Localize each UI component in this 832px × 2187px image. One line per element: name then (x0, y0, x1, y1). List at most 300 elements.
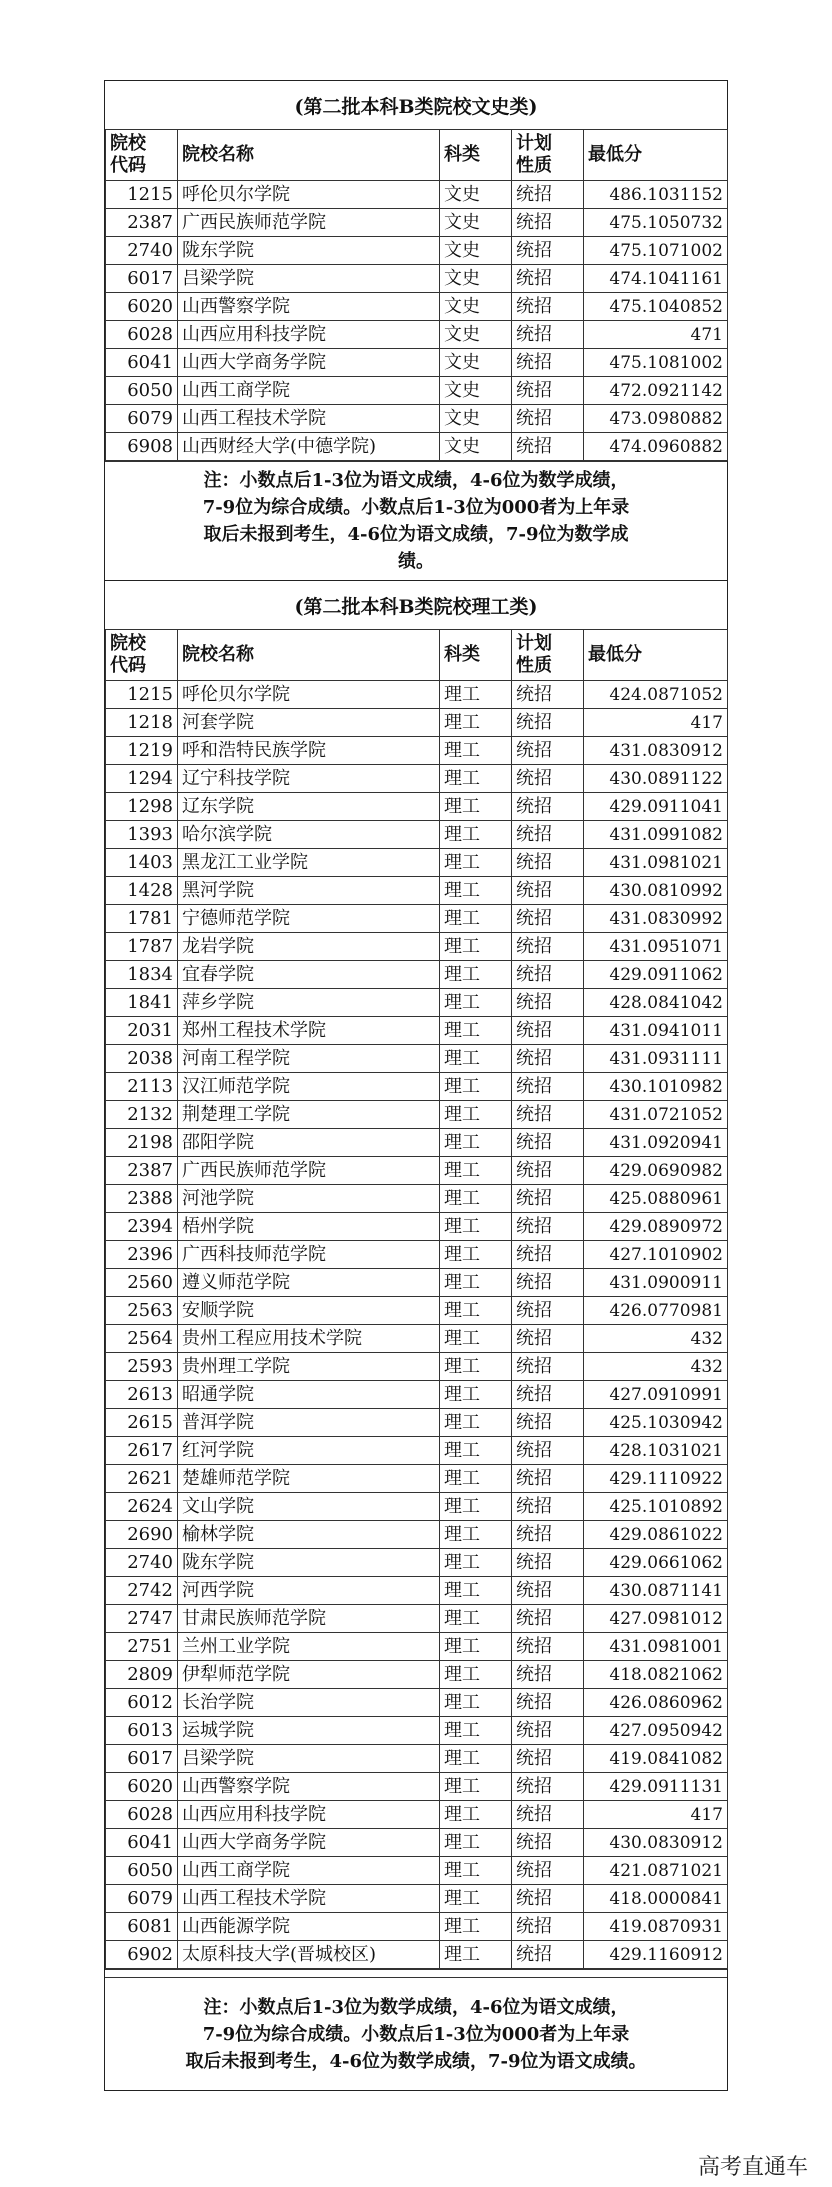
school-name-cell: 陇东学院 (178, 1549, 440, 1577)
table-row (106, 1661, 728, 1689)
category-cell: 理工 (440, 1717, 512, 1745)
section1-table (105, 129, 728, 461)
category-cell: 理工 (440, 1913, 512, 1941)
header-school-name: 院校名称 (178, 630, 440, 681)
school-name-cell: 呼伦贝尔学院 (178, 681, 440, 709)
category-cell: 理工 (440, 1353, 512, 1381)
min-score-cell: 474.1041161 (584, 265, 728, 293)
school-name-cell: 安顺学院 (178, 1297, 440, 1325)
table-row (106, 1549, 728, 1577)
section1-header-row (106, 130, 728, 181)
category-cell: 理工 (440, 1017, 512, 1045)
school-code-cell: 2809 (106, 1661, 178, 1689)
category-cell: 理工 (440, 1185, 512, 1213)
header-plan-type: 计划 性质 (512, 130, 584, 181)
category-cell: 理工 (440, 681, 512, 709)
min-score-cell: 431.0981021 (584, 849, 728, 877)
table-row (106, 793, 728, 821)
school-name-cell: 山西应用科技学院 (178, 321, 440, 349)
min-score-cell: 429.0911062 (584, 961, 728, 989)
min-score-cell: 431.0721052 (584, 1101, 728, 1129)
min-score-cell: 430.0830912 (584, 1829, 728, 1857)
school-name-cell: 萍乡学院 (178, 989, 440, 1017)
header-school-code: 院校 代码 (106, 630, 178, 681)
table-gap (105, 1969, 727, 1977)
table-row (106, 1773, 728, 1801)
school-code-cell: 2387 (106, 1157, 178, 1185)
school-name-cell: 贵州工程应用技术学院 (178, 1325, 440, 1353)
plan-type-cell: 统招 (512, 989, 584, 1017)
table-row (106, 1073, 728, 1101)
min-score-cell: 417 (584, 709, 728, 737)
watermark-logo: 高考直通车 (697, 2155, 808, 2180)
min-score-cell: 472.0921142 (584, 377, 728, 405)
min-score-cell: 430.0810992 (584, 877, 728, 905)
school-name-cell: 梧州学院 (178, 1213, 440, 1241)
min-score-cell: 431.0941011 (584, 1017, 728, 1045)
category-cell: 理工 (440, 1101, 512, 1129)
section2-title: (第二批本科B类院校理工类) (105, 580, 727, 629)
school-code-cell: 2563 (106, 1297, 178, 1325)
section1-note (105, 461, 727, 580)
min-score-cell: 427.0910991 (584, 1381, 728, 1409)
note-line: 取后未报到考生，4-6位为语文成绩，7-9位为数学成 (203, 524, 629, 545)
school-name-cell: 山西财经大学(中德学院) (178, 433, 440, 461)
category-cell: 理工 (440, 1773, 512, 1801)
category-cell: 理工 (440, 1829, 512, 1857)
min-score-cell: 431.0991082 (584, 821, 728, 849)
school-code-cell: 6079 (106, 405, 178, 433)
plan-type-cell: 统招 (512, 737, 584, 765)
table-row (106, 1577, 728, 1605)
school-code-cell: 2387 (106, 209, 178, 237)
header-min-score: 最低分 (584, 130, 728, 181)
school-code-cell: 2617 (106, 1437, 178, 1465)
table-row (106, 989, 728, 1017)
school-name-cell: 山西应用科技学院 (178, 1801, 440, 1829)
min-score-cell: 432 (584, 1325, 728, 1353)
category-cell: 理工 (440, 1549, 512, 1577)
min-score-cell: 430.1010982 (584, 1073, 728, 1101)
school-code-cell: 6020 (106, 1773, 178, 1801)
table-row (106, 1213, 728, 1241)
school-name-cell: 宁德师范学院 (178, 905, 440, 933)
category-cell: 理工 (440, 1381, 512, 1409)
table-row (106, 1465, 728, 1493)
plan-type-cell: 统招 (512, 961, 584, 989)
table-row (106, 1129, 728, 1157)
min-score-cell: 429.0890972 (584, 1213, 728, 1241)
category-cell: 文史 (440, 293, 512, 321)
table-row (106, 1269, 728, 1297)
school-code-cell: 1294 (106, 765, 178, 793)
min-score-cell: 425.1030942 (584, 1409, 728, 1437)
school-code-cell: 6017 (106, 265, 178, 293)
note-line: 7-9位为综合成绩。小数点后1-3位为000者为上年录 (202, 497, 630, 518)
plan-type-cell: 统招 (512, 237, 584, 265)
school-name-cell: 山西工商学院 (178, 1857, 440, 1885)
school-name-cell: 宜春学院 (178, 961, 440, 989)
min-score-cell: 430.0891122 (584, 765, 728, 793)
school-name-cell: 遵义师范学院 (178, 1269, 440, 1297)
min-score-cell: 419.0841082 (584, 1745, 728, 1773)
school-name-cell: 楚雄师范学院 (178, 1465, 440, 1493)
school-code-cell: 1841 (106, 989, 178, 1017)
table-row (106, 1241, 728, 1269)
school-code-cell: 2198 (106, 1129, 178, 1157)
category-cell: 文史 (440, 181, 512, 209)
school-code-cell: 2564 (106, 1325, 178, 1353)
min-score-cell: 417 (584, 1801, 728, 1829)
category-cell: 文史 (440, 209, 512, 237)
table-row (106, 1297, 728, 1325)
plan-type-cell: 统招 (512, 1605, 584, 1633)
plan-type-cell: 统招 (512, 1885, 584, 1913)
category-cell: 理工 (440, 1073, 512, 1101)
min-score-cell: 475.1071002 (584, 237, 728, 265)
category-cell: 理工 (440, 1941, 512, 1969)
school-code-cell: 2396 (106, 1241, 178, 1269)
school-name-cell: 荆楚理工学院 (178, 1101, 440, 1129)
plan-type-cell: 统招 (512, 1801, 584, 1829)
category-cell: 理工 (440, 1325, 512, 1353)
header-category: 科类 (440, 130, 512, 181)
school-code-cell: 6020 (106, 293, 178, 321)
school-name-cell: 山西大学商务学院 (178, 349, 440, 377)
min-score-cell: 429.0690982 (584, 1157, 728, 1185)
table-row (106, 1017, 728, 1045)
school-code-cell: 2740 (106, 1549, 178, 1577)
header-min-score: 最低分 (584, 630, 728, 681)
school-code-cell: 2560 (106, 1269, 178, 1297)
table-row (106, 1801, 728, 1829)
plan-type-cell: 统招 (512, 1913, 584, 1941)
plan-type-cell: 统招 (512, 433, 584, 461)
plan-type-cell: 统招 (512, 1773, 584, 1801)
school-code-cell: 2740 (106, 237, 178, 265)
plan-type-cell: 统招 (512, 877, 584, 905)
category-cell: 理工 (440, 905, 512, 933)
table-row (106, 265, 728, 293)
min-score-cell: 474.0960882 (584, 433, 728, 461)
school-code-cell: 2593 (106, 1353, 178, 1381)
min-score-cell: 427.0981012 (584, 1605, 728, 1633)
plan-type-cell: 统招 (512, 377, 584, 405)
school-code-cell: 1219 (106, 737, 178, 765)
plan-type-cell: 统招 (512, 1717, 584, 1745)
min-score-cell: 428.1031021 (584, 1437, 728, 1465)
table-row (106, 1829, 728, 1857)
category-cell: 理工 (440, 1521, 512, 1549)
header-category: 科类 (440, 630, 512, 681)
school-code-cell: 2132 (106, 1101, 178, 1129)
table-row (106, 961, 728, 989)
school-code-cell: 2038 (106, 1045, 178, 1073)
school-name-cell: 河南工程学院 (178, 1045, 440, 1073)
school-code-cell: 6079 (106, 1885, 178, 1913)
plan-type-cell: 统招 (512, 1661, 584, 1689)
school-code-cell: 6050 (106, 1857, 178, 1885)
plan-type-cell: 统招 (512, 1941, 584, 1969)
school-code-cell: 1218 (106, 709, 178, 737)
min-score-cell: 424.0871052 (584, 681, 728, 709)
plan-type-cell: 统招 (512, 849, 584, 877)
school-name-cell: 文山学院 (178, 1493, 440, 1521)
plan-type-cell: 统招 (512, 1017, 584, 1045)
min-score-cell: 428.0841042 (584, 989, 728, 1017)
section1-rows (106, 181, 728, 461)
min-score-cell: 431.0920941 (584, 1129, 728, 1157)
category-cell: 文史 (440, 377, 512, 405)
school-code-cell: 6028 (106, 1801, 178, 1829)
header-plan-type: 计划 性质 (512, 630, 584, 681)
category-cell: 理工 (440, 849, 512, 877)
table-row (106, 1409, 728, 1437)
table-row (106, 209, 728, 237)
min-score-cell: 486.1031152 (584, 181, 728, 209)
table-row (106, 1437, 728, 1465)
note-line: 注：小数点后1-3位为语文成绩，4-6位为数学成绩， (203, 470, 629, 491)
school-name-cell: 普洱学院 (178, 1409, 440, 1437)
plan-type-cell: 统招 (512, 1409, 584, 1437)
table-row (106, 1381, 728, 1409)
table-row (106, 1913, 728, 1941)
school-name-cell: 甘肃民族师范学院 (178, 1605, 440, 1633)
plan-type-cell: 统招 (512, 1185, 584, 1213)
table-row (106, 1745, 728, 1773)
note-line: 7-9位为综合成绩。小数点后1-3位为000者为上年录 (202, 2023, 630, 2045)
school-code-cell: 1787 (106, 933, 178, 961)
plan-type-cell: 统招 (512, 1101, 584, 1129)
plan-type-cell: 统招 (512, 265, 584, 293)
school-name-cell: 榆林学院 (178, 1521, 440, 1549)
school-name-cell: 呼伦贝尔学院 (178, 181, 440, 209)
plan-type-cell: 统招 (512, 1073, 584, 1101)
min-score-cell: 419.0870931 (584, 1913, 728, 1941)
category-cell: 理工 (440, 1605, 512, 1633)
category-cell: 理工 (440, 793, 512, 821)
category-cell: 理工 (440, 1661, 512, 1689)
table-row (106, 1521, 728, 1549)
school-name-cell: 山西能源学院 (178, 1913, 440, 1941)
min-score-cell: 429.0861022 (584, 1521, 728, 1549)
table-row (106, 877, 728, 905)
plan-type-cell: 统招 (512, 1521, 584, 1549)
plan-type-cell: 统招 (512, 1549, 584, 1577)
min-score-cell: 425.1010892 (584, 1493, 728, 1521)
table-row (106, 1885, 728, 1913)
category-cell: 理工 (440, 821, 512, 849)
min-score-cell: 426.0860962 (584, 1689, 728, 1717)
table-row (106, 1857, 728, 1885)
plan-type-cell: 统招 (512, 709, 584, 737)
school-name-cell: 山西大学商务学院 (178, 1829, 440, 1857)
category-cell: 理工 (440, 1045, 512, 1073)
school-name-cell: 吕梁学院 (178, 1745, 440, 1773)
plan-type-cell: 统招 (512, 293, 584, 321)
school-name-cell: 吕梁学院 (178, 265, 440, 293)
min-score-cell: 475.1040852 (584, 293, 728, 321)
plan-type-cell: 统招 (512, 1269, 584, 1297)
plan-type-cell: 统招 (512, 1493, 584, 1521)
school-name-cell: 河池学院 (178, 1185, 440, 1213)
school-name-cell: 辽东学院 (178, 793, 440, 821)
table-row (106, 1185, 728, 1213)
plan-type-cell: 统招 (512, 209, 584, 237)
table-row (106, 849, 728, 877)
school-code-cell: 2113 (106, 1073, 178, 1101)
category-cell: 文史 (440, 237, 512, 265)
plan-type-cell: 统招 (512, 405, 584, 433)
section2-table (105, 629, 728, 1969)
min-score-cell: 418.0821062 (584, 1661, 728, 1689)
school-code-cell: 2388 (106, 1185, 178, 1213)
school-name-cell: 陇东学院 (178, 237, 440, 265)
min-score-cell: 475.1050732 (584, 209, 728, 237)
score-sheet (104, 80, 728, 2091)
category-cell: 理工 (440, 1437, 512, 1465)
category-cell: 理工 (440, 1801, 512, 1829)
school-name-cell: 太原科技大学(晋城校区) (178, 1941, 440, 1969)
school-code-cell: 1393 (106, 821, 178, 849)
table-row (106, 321, 728, 349)
min-score-cell: 421.0871021 (584, 1857, 728, 1885)
note-line: 取后未报到考生，4-6位为数学成绩，7-9位为语文成绩。 (185, 2050, 647, 2072)
table-row (106, 709, 728, 737)
table-row (106, 1941, 728, 1969)
plan-type-cell: 统招 (512, 1745, 584, 1773)
school-name-cell: 贵州理工学院 (178, 1353, 440, 1381)
plan-type-cell: 统招 (512, 1045, 584, 1073)
plan-type-cell: 统招 (512, 181, 584, 209)
plan-type-cell: 统招 (512, 321, 584, 349)
category-cell: 理工 (440, 1213, 512, 1241)
school-name-cell: 邵阳学院 (178, 1129, 440, 1157)
section2-note (105, 1977, 727, 2090)
school-code-cell: 2624 (106, 1493, 178, 1521)
school-code-cell: 2621 (106, 1465, 178, 1493)
category-cell: 理工 (440, 1269, 512, 1297)
min-score-cell: 471 (584, 321, 728, 349)
table-row (106, 1157, 728, 1185)
table-row (106, 1689, 728, 1717)
school-code-cell: 6028 (106, 321, 178, 349)
min-score-cell: 431.0981001 (584, 1633, 728, 1661)
plan-type-cell: 统招 (512, 765, 584, 793)
section1-title: (第二批本科B类院校文史类) (105, 80, 727, 129)
min-score-cell: 418.0000841 (584, 1885, 728, 1913)
school-code-cell: 6902 (106, 1941, 178, 1969)
plan-type-cell: 统招 (512, 1829, 584, 1857)
category-cell: 理工 (440, 1689, 512, 1717)
category-cell: 理工 (440, 709, 512, 737)
category-cell: 理工 (440, 1409, 512, 1437)
table-row (106, 933, 728, 961)
section2-rows (106, 681, 728, 1969)
school-code-cell: 1781 (106, 905, 178, 933)
school-name-cell: 黑龙江工业学院 (178, 849, 440, 877)
school-name-cell: 伊犁师范学院 (178, 1661, 440, 1689)
min-score-cell: 427.0950942 (584, 1717, 728, 1745)
category-cell: 理工 (440, 1577, 512, 1605)
school-name-cell: 辽宁科技学院 (178, 765, 440, 793)
school-code-cell: 2615 (106, 1409, 178, 1437)
plan-type-cell: 统招 (512, 1577, 584, 1605)
table-row (106, 293, 728, 321)
school-code-cell: 2394 (106, 1213, 178, 1241)
school-name-cell: 兰州工业学院 (178, 1633, 440, 1661)
school-name-cell: 呼和浩特民族学院 (178, 737, 440, 765)
category-cell: 理工 (440, 1745, 512, 1773)
min-score-cell: 427.1010902 (584, 1241, 728, 1269)
school-name-cell: 郑州工程技术学院 (178, 1017, 440, 1045)
plan-type-cell: 统招 (512, 905, 584, 933)
school-code-cell: 1403 (106, 849, 178, 877)
min-score-cell: 473.0980882 (584, 405, 728, 433)
category-cell: 理工 (440, 1885, 512, 1913)
min-score-cell: 429.1110922 (584, 1465, 728, 1493)
header-school-name: 院校名称 (178, 130, 440, 181)
school-name-cell: 河西学院 (178, 1577, 440, 1605)
category-cell: 理工 (440, 1241, 512, 1269)
plan-type-cell: 统招 (512, 1633, 584, 1661)
category-cell: 理工 (440, 933, 512, 961)
school-code-cell: 2751 (106, 1633, 178, 1661)
plan-type-cell: 统招 (512, 1465, 584, 1493)
category-cell: 理工 (440, 1129, 512, 1157)
school-name-cell: 山西工程技术学院 (178, 405, 440, 433)
plan-type-cell: 统招 (512, 1129, 584, 1157)
header-school-code: 院校 代码 (106, 130, 178, 181)
min-score-cell: 431.0830992 (584, 905, 728, 933)
table-row (106, 433, 728, 461)
school-name-cell: 山西警察学院 (178, 293, 440, 321)
school-code-cell: 2613 (106, 1381, 178, 1409)
table-row (106, 905, 728, 933)
school-code-cell: 1834 (106, 961, 178, 989)
school-name-cell: 广西民族师范学院 (178, 1157, 440, 1185)
table-row (106, 349, 728, 377)
school-code-cell: 6017 (106, 1745, 178, 1773)
school-name-cell: 龙岩学院 (178, 933, 440, 961)
min-score-cell: 431.0931111 (584, 1045, 728, 1073)
school-code-cell: 6013 (106, 1717, 178, 1745)
school-code-cell: 1428 (106, 877, 178, 905)
plan-type-cell: 统招 (512, 1297, 584, 1325)
category-cell: 理工 (440, 1465, 512, 1493)
plan-type-cell: 统招 (512, 1241, 584, 1269)
table-row (106, 1045, 728, 1073)
school-name-cell: 汉江师范学院 (178, 1073, 440, 1101)
min-score-cell: 431.0830912 (584, 737, 728, 765)
table-row (106, 1325, 728, 1353)
category-cell: 文史 (440, 321, 512, 349)
category-cell: 文史 (440, 349, 512, 377)
table-row (106, 1605, 728, 1633)
category-cell: 理工 (440, 1297, 512, 1325)
table-row (106, 737, 728, 765)
category-cell: 理工 (440, 961, 512, 989)
school-code-cell: 1215 (106, 181, 178, 209)
school-name-cell: 红河学院 (178, 1437, 440, 1465)
plan-type-cell: 统招 (512, 793, 584, 821)
table-row (106, 237, 728, 265)
school-code-cell: 6041 (106, 349, 178, 377)
min-score-cell: 431.0951071 (584, 933, 728, 961)
category-cell: 理工 (440, 1493, 512, 1521)
school-name-cell: 山西警察学院 (178, 1773, 440, 1801)
min-score-cell: 426.0770981 (584, 1297, 728, 1325)
